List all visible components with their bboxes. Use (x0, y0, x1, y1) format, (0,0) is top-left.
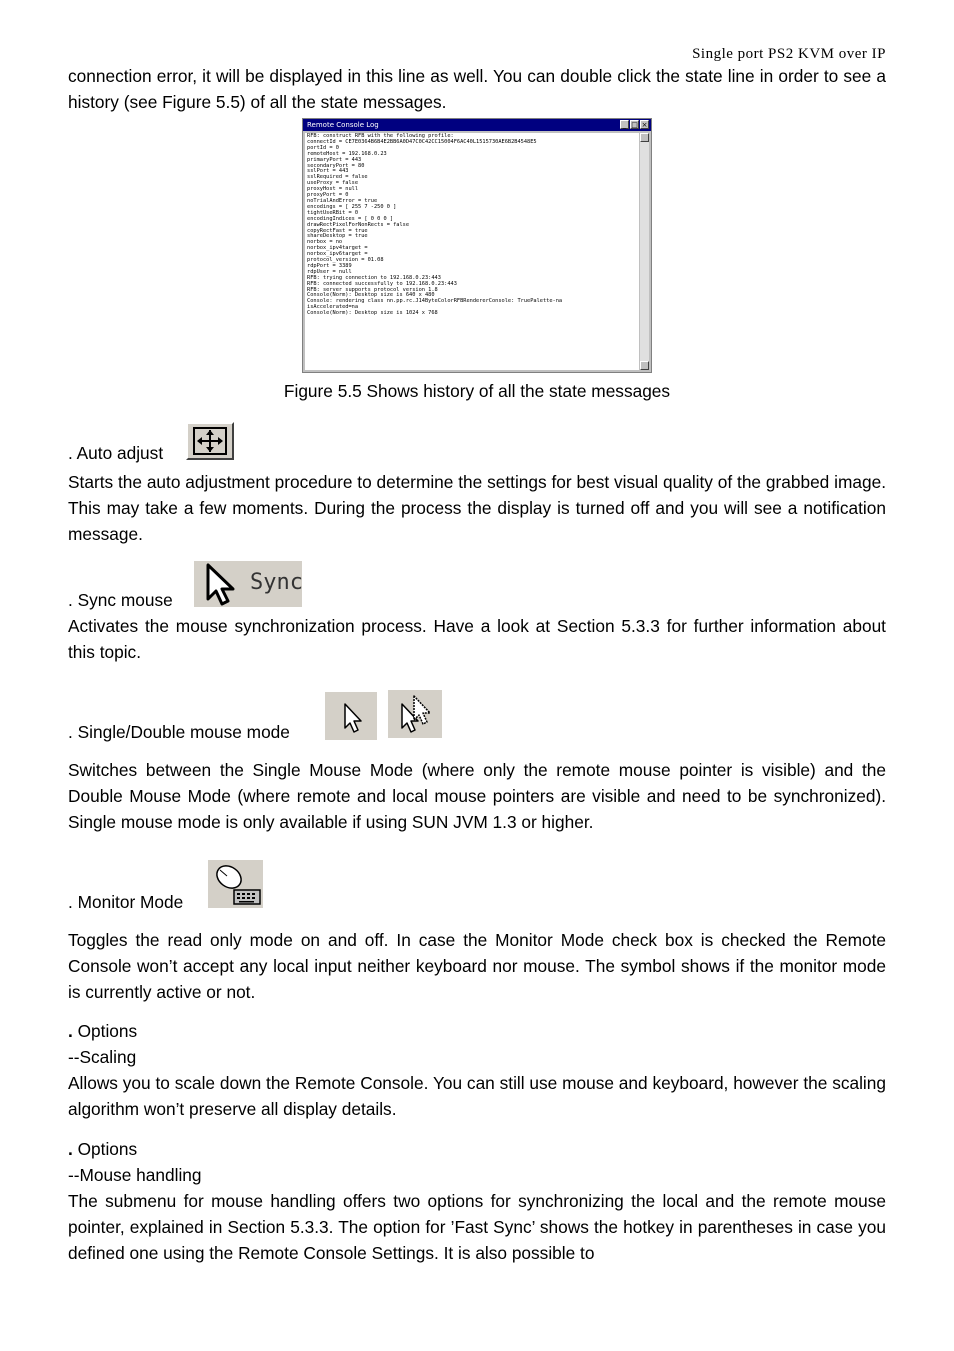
log-line: noTrialAndError = true (307, 197, 378, 204)
double-cursor-icon (388, 690, 442, 738)
sync-mouse-icon (194, 561, 302, 607)
log-line: norbox_ipv6target = (307, 251, 368, 258)
log-line: remoteHost = 192.168.0.23 (307, 150, 387, 157)
remote-console-log-window (302, 118, 652, 373)
options-mouse-title: . Options (68, 1139, 138, 1159)
options-scaling-subtitle: --Scaling (68, 1047, 137, 1067)
log-line: RFB: construct RFB with the following profile: (307, 133, 454, 139)
options-scaling-title: . Options (68, 1021, 138, 1041)
mouse-mode-title: . Single/Double mouse mode (68, 722, 290, 742)
options-scaling-text: Allows you to scale down the Remote Console. You can still use mouse and keyboard, however the scaling algorithm won’t preserve all display details. (68, 1073, 886, 1119)
scroll-down-icon (640, 361, 649, 370)
log-line: primaryPort = 443 (307, 156, 362, 163)
auto-adjust-text: Starts the auto adjustment procedure to determine the settings for best visual quality of the grabbed image. This may take a few moments. During the process the display is turned off and you will see a notification message. (68, 472, 886, 544)
log-line: Console: rendering class nn.pp.rc.J14ByteColorRFBRendererConsole: TruePalette-na (307, 298, 563, 305)
figure-caption: Figure 5.5 Shows history of all the state messages (283, 381, 671, 401)
mouse-mode-text: Switches between the Single Mouse Mode (where only the remote mouse pointer is visible) and the Double Mouse Mode (where remote and local mouse pointers are visible and need to be synchronized). Single mouse mode is only available if using SUN JVM 1.3 or higher. (68, 760, 886, 832)
log-scrollbar (640, 133, 649, 370)
log-line: tightUseRBit = 0 (307, 209, 359, 216)
log-line: isAccelerated=na (307, 304, 359, 311)
monitor-mode-title: . Monitor Mode (68, 892, 184, 912)
log-line: norbox_ipv4target = (307, 245, 368, 252)
log-line: proxyHost = null (307, 186, 359, 193)
options-mouse-text: The submenu for mouse handling offers two options for synchronizing the local and the remote mouse pointer, explained in Section 5.3.3. The option for ’Fast Sync’ shows the hotkey in parentheses in case you defined one using the Remote Console Settings. It is also possible to (68, 1191, 886, 1263)
sync-mouse-title: . Sync mouse (68, 590, 173, 610)
monitor-mode-icon (208, 860, 263, 908)
auto-adjust-title: . Auto adjust (68, 443, 164, 463)
sync-label: Sync (250, 570, 303, 595)
close-icon: × (641, 121, 648, 129)
log-line: encodings = [ 255 7 -250 0 ] (307, 203, 397, 210)
log-line: RFB: connected successfully to 192.168.0.23:443 (307, 280, 457, 287)
log-line: drawRectPixelForNonRects = false (307, 221, 410, 228)
log-line: secondaryPort = 80 (307, 162, 365, 169)
log-line: connectId = CE7E0364B6B4E2BB6A0D47C0C42CC15004F6AC40L1515730AE6B2B4548E5 (307, 138, 537, 145)
maximize-icon: □ (631, 121, 638, 129)
auto-adjust-icon (186, 422, 234, 460)
scroll-up-icon (640, 133, 649, 142)
log-line: Console(Norm): Desktop size is 1024 x 768 (307, 310, 438, 317)
log-line: rdpPort = 3389 (307, 262, 352, 269)
sync-mouse-text: Activates the mouse synchronization process. Have a look at Section 5.3.3 for further information about this topic. (68, 616, 886, 662)
log-line: Console(Norm): Desktop size is 640 x 480 (307, 292, 435, 299)
log-line: rdpUser = null (307, 268, 352, 275)
log-line: sslPort = 443 (307, 168, 349, 175)
log-line: shareDesktop = true (307, 233, 368, 240)
log-line: proxyPort = 0 (307, 192, 349, 199)
log-line: RFB: trying connection to 192.168.0.23:443 (307, 274, 441, 281)
log-window-titlebar (303, 119, 651, 131)
log-line: encodingIndices = [ 0 0 0 ] (307, 215, 394, 222)
log-line: useProxy = false (307, 180, 359, 187)
log-line: portId = 0 (307, 144, 339, 151)
minimize-icon: _ (620, 120, 629, 129)
log-window-title: Remote Console Log (307, 121, 379, 129)
page-header: Single port PS2 KVM over IP (692, 46, 886, 62)
log-line: norbox = no (307, 239, 343, 246)
log-text-area (305, 133, 639, 370)
log-line: RFB: server supports protocol version 1.8 (307, 286, 438, 293)
single-cursor-icon (325, 692, 377, 740)
intro-paragraph: connection error, it will be displayed in this line as well. You can double click the state line in order to see a history (see Figure 5.5) of all the state messages. (68, 66, 886, 112)
log-line: sslRequired = false (307, 174, 368, 181)
log-line: copyRectFast = true (307, 227, 368, 234)
options-mouse-subtitle: --Mouse handling (68, 1165, 202, 1185)
log-line: protocol_version = 01.08 (307, 257, 384, 264)
monitor-mode-text: Toggles the read only mode on and off. In case the Monitor Mode check box is checked the Remote Console won’t accept any local input neither keyboard nor mouse. The symbol shows if the monitor mode is currently active or not. (68, 930, 886, 1002)
